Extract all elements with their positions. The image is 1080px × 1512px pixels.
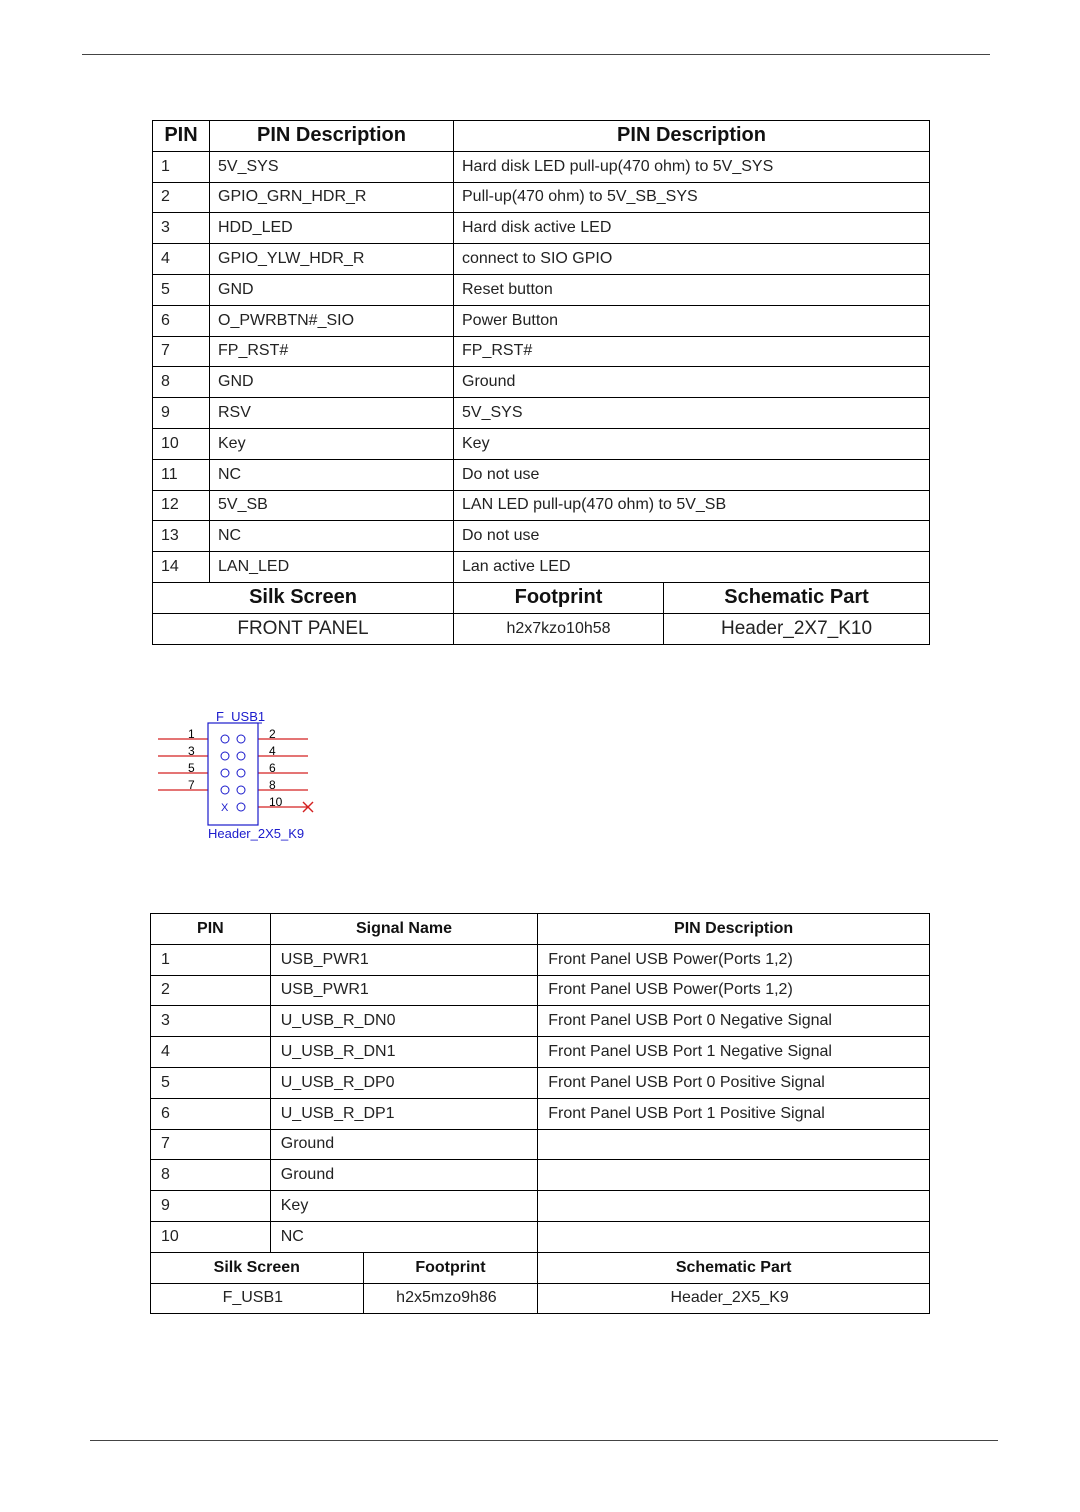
table-row — [151, 1006, 930, 1037]
pin-name-cell: LAN_LED — [210, 552, 454, 583]
pin-cell: 6 — [153, 305, 210, 336]
description-cell: Front Panel USB Power(Ports 1,2) — [538, 975, 930, 1006]
footer-rule — [90, 1440, 998, 1441]
usb-pin-table — [150, 913, 930, 1314]
description-cell: connect to SIO GPIO — [454, 244, 930, 275]
schematic-part-label: Schematic Part — [538, 1252, 930, 1283]
column-header-pin: PIN — [153, 121, 210, 152]
pin-number: 10 — [269, 795, 283, 809]
pin-cell: 10 — [153, 428, 210, 459]
column-header-description: PIN Description — [538, 914, 930, 945]
table-header-row — [151, 914, 930, 945]
description-cell: Key — [454, 428, 930, 459]
header-body — [208, 723, 258, 825]
description-cell: Front Panel USB Port 1 Negative Signal — [538, 1037, 930, 1068]
silk-screen-label: Silk Screen — [151, 1252, 364, 1283]
signal-name-cell: USB_PWR1 — [270, 975, 537, 1006]
signal-name-cell: U_USB_R_DN1 — [270, 1037, 537, 1068]
table-row — [151, 1160, 930, 1191]
description-cell: Reset button — [454, 274, 930, 305]
pin-name-cell: HDD_LED — [210, 213, 454, 244]
description-cell: Pull-up(470 ohm) to 5V_SB_SYS — [454, 182, 930, 213]
pin-hole — [221, 769, 229, 777]
pin-name-cell: Key — [210, 428, 454, 459]
pin-cell: 14 — [153, 552, 210, 583]
signal-name-cell: Ground — [270, 1160, 537, 1191]
signal-name-cell: U_USB_R_DN0 — [270, 1006, 537, 1037]
table-row — [153, 182, 930, 213]
table-row — [151, 1221, 930, 1252]
pin-cell: 9 — [151, 1191, 271, 1222]
pin-cell: 5 — [151, 1067, 271, 1098]
table-row — [153, 552, 930, 583]
silk-screen-label: Silk Screen — [153, 582, 454, 613]
table-row — [153, 398, 930, 429]
description-cell: Ground — [454, 367, 930, 398]
description-cell: Front Panel USB Port 1 Positive Signal — [538, 1098, 930, 1129]
description-cell: Front Panel USB Power(Ports 1,2) — [538, 944, 930, 975]
pin-cell: 13 — [153, 521, 210, 552]
pin-cell: 10 — [151, 1221, 271, 1252]
pin-number: 3 — [188, 744, 195, 758]
pin-cell: 2 — [151, 975, 271, 1006]
description-cell — [538, 1160, 930, 1191]
table-row — [153, 151, 930, 182]
table-row — [153, 213, 930, 244]
signal-name-cell: Ground — [270, 1129, 537, 1160]
pin-cell: 1 — [153, 151, 210, 182]
pin-name-cell: 5V_SYS — [210, 151, 454, 182]
pin-cell: 4 — [153, 244, 210, 275]
pin-cell: 3 — [151, 1006, 271, 1037]
pin-hole — [221, 752, 229, 760]
table-row — [153, 367, 930, 398]
pin-hole — [237, 786, 245, 794]
table-row — [153, 490, 930, 521]
table-row — [153, 305, 930, 336]
footer-label-row — [151, 1252, 930, 1283]
pin-cell: 1 — [151, 944, 271, 975]
pin-cell: 7 — [151, 1129, 271, 1160]
signal-name-cell: NC — [270, 1221, 537, 1252]
pin-name-cell: RSV — [210, 398, 454, 429]
pin-name-cell: GND — [210, 367, 454, 398]
table-row — [153, 274, 930, 305]
description-cell — [538, 1129, 930, 1160]
pin-hole — [221, 786, 229, 794]
pin-cell: 8 — [151, 1160, 271, 1191]
reference-designator: F_USB1 — [216, 709, 266, 724]
table-row — [151, 1129, 930, 1160]
description-cell — [538, 1191, 930, 1222]
signal-name-cell: U_USB_R_DP0 — [270, 1067, 537, 1098]
pin-number: 6 — [269, 761, 276, 775]
pin-name-cell: NC — [210, 521, 454, 552]
pin-cell: 5 — [153, 274, 210, 305]
pin-hole — [237, 735, 245, 743]
pin-number: 2 — [269, 727, 276, 741]
pin-cell: 8 — [153, 367, 210, 398]
table-row — [153, 521, 930, 552]
pin-name-cell: 5V_SB — [210, 490, 454, 521]
description-cell: Front Panel USB Port 0 Negative Signal — [538, 1006, 930, 1037]
table-row — [153, 336, 930, 367]
footprint-label: Footprint — [363, 1252, 538, 1283]
schematic-part-label: Schematic Part — [664, 582, 930, 613]
pin-name-cell: FP_RST# — [210, 336, 454, 367]
column-header-description: PIN Description — [454, 121, 930, 152]
description-cell — [538, 1221, 930, 1252]
description-cell: Hard disk active LED — [454, 213, 930, 244]
pin-cell: 12 — [153, 490, 210, 521]
pin-hole — [237, 752, 245, 760]
table-row — [151, 975, 930, 1006]
signal-name-cell: U_USB_R_DP1 — [270, 1098, 537, 1129]
pin-name-cell: NC — [210, 459, 454, 490]
description-cell: FP_RST# — [454, 336, 930, 367]
table-row — [153, 459, 930, 490]
pin-name-cell: O_PWRBTN#_SIO — [210, 305, 454, 336]
table-row — [153, 428, 930, 459]
table-row — [151, 944, 930, 975]
header-rule — [82, 54, 990, 55]
pin-name-cell: GND — [210, 274, 454, 305]
pin-cell: 2 — [153, 182, 210, 213]
schematic-part-value: Header_2X7_K10 — [664, 613, 930, 644]
description-cell: Do not use — [454, 521, 930, 552]
table-row — [151, 1037, 930, 1068]
schematic-part-value: Header_2X5_K9 — [538, 1283, 930, 1314]
description-cell: Front Panel USB Port 0 Positive Signal — [538, 1067, 930, 1098]
column-header-pin-name: PIN Description — [210, 121, 454, 152]
pin-cell: 11 — [153, 459, 210, 490]
description-cell: LAN LED pull-up(470 ohm) to 5V_SB — [454, 490, 930, 521]
table-header-row — [153, 121, 930, 152]
pin-cell: 3 — [153, 213, 210, 244]
silk-screen-value: FRONT PANEL — [153, 613, 454, 644]
description-cell: Power Button — [454, 305, 930, 336]
description-cell: Hard disk LED pull-up(470 ohm) to 5V_SYS — [454, 151, 930, 182]
pin-name-cell: GPIO_GRN_HDR_R — [210, 182, 454, 213]
key-mark: X — [221, 802, 229, 814]
description-cell: 5V_SYS — [454, 398, 930, 429]
pin-number: 7 — [188, 778, 195, 792]
pin-cell: 7 — [153, 336, 210, 367]
description-cell: Do not use — [454, 459, 930, 490]
footer-value-row — [151, 1283, 930, 1314]
footer-value-row — [153, 613, 930, 644]
part-name: Header_2X5_K9 — [208, 826, 305, 841]
footprint-value: h2x7kzo10h58 — [454, 613, 664, 644]
table-row — [151, 1191, 930, 1222]
pin-number: 8 — [269, 778, 276, 792]
table-row — [153, 244, 930, 275]
pin-cell: 6 — [151, 1098, 271, 1129]
footprint-value: h2x5mzo9h86 — [363, 1283, 538, 1314]
pin-cell: 9 — [153, 398, 210, 429]
silk-screen-value: F_USB1 — [151, 1283, 364, 1314]
column-header-signal-name: Signal Name — [270, 914, 537, 945]
signal-name-cell: USB_PWR1 — [270, 944, 537, 975]
pin-number: 5 — [188, 761, 195, 775]
table-row — [151, 1067, 930, 1098]
footer-label-row — [153, 582, 930, 613]
usb-header-schematic — [150, 705, 330, 845]
footprint-label: Footprint — [454, 582, 664, 613]
pin-number: 4 — [269, 744, 276, 758]
pin-hole — [237, 803, 245, 811]
pin-hole — [237, 769, 245, 777]
pin-cell: 4 — [151, 1037, 271, 1068]
front-panel-pin-table — [152, 120, 930, 645]
pin-hole — [221, 735, 229, 743]
pin-name-cell: GPIO_YLW_HDR_R — [210, 244, 454, 275]
pin-number: 1 — [188, 727, 195, 741]
description-cell: Lan active LED — [454, 552, 930, 583]
table-row — [151, 1098, 930, 1129]
signal-name-cell: Key — [270, 1191, 537, 1222]
column-header-pin: PIN — [151, 914, 271, 945]
